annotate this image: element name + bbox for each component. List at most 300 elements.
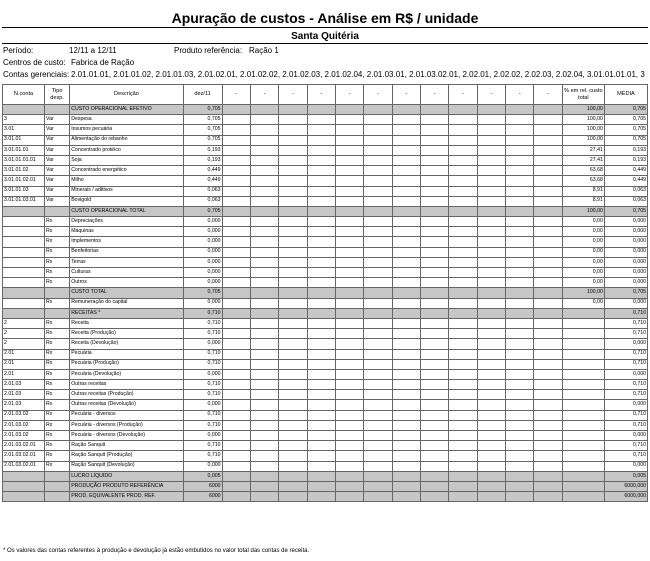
empty-period-cell — [335, 206, 363, 216]
value-cell: 0,705 — [183, 135, 222, 145]
empty-period-cell — [506, 166, 534, 176]
type-cell: Rx — [45, 420, 70, 430]
value-cell: 0,710 — [183, 420, 222, 430]
empty-period-cell — [222, 420, 250, 430]
empty-period-cell — [421, 461, 449, 471]
empty-period-cell — [449, 481, 477, 491]
empty-period-cell — [335, 268, 363, 278]
empty-period-cell — [364, 155, 392, 165]
description-cell: Insumos pecuária — [70, 125, 183, 135]
empty-period-cell — [279, 329, 307, 339]
empty-period-cell — [279, 206, 307, 216]
accounts-label: Contas gerenciais: — [3, 70, 70, 79]
empty-period-cell — [449, 400, 477, 410]
account-cell — [3, 206, 45, 216]
empty-period-cell — [279, 145, 307, 155]
empty-period-cell — [307, 441, 335, 451]
empty-period-cell — [364, 176, 392, 186]
average-cell: 0,705 — [604, 115, 647, 125]
empty-period-cell — [392, 492, 420, 502]
empty-period-cell — [506, 115, 534, 125]
empty-period-cell — [534, 206, 562, 216]
empty-period-cell — [506, 196, 534, 206]
description-cell: Culturas — [70, 268, 183, 278]
empty-period-cell — [421, 268, 449, 278]
empty-period-cell — [421, 471, 449, 481]
period-value: 12/11 a 12/11 — [69, 46, 117, 55]
empty-period-cell — [421, 115, 449, 125]
type-cell: Rx — [45, 431, 70, 441]
type-cell: Var — [45, 115, 70, 125]
account-cell — [3, 471, 45, 481]
empty-period-cell — [307, 155, 335, 165]
empty-period-cell — [307, 471, 335, 481]
empty-period-cell — [250, 380, 278, 390]
empty-period-cell — [534, 359, 562, 369]
average-cell: 0,710 — [604, 390, 647, 400]
empty-period-cell — [250, 206, 278, 216]
description-cell: PROD. EQUIVALENTE PROD. REF. — [70, 492, 183, 502]
empty-period-cell — [250, 481, 278, 491]
column-header: % em rel. custo total — [562, 85, 604, 105]
empty-period-cell — [477, 257, 505, 267]
table-row — [3, 257, 648, 267]
percent-cell: 8,91 — [562, 186, 604, 196]
empty-period-cell — [421, 288, 449, 298]
empty-period-cell — [449, 308, 477, 318]
empty-period-cell — [222, 492, 250, 502]
empty-period-cell — [392, 481, 420, 491]
empty-period-cell — [307, 390, 335, 400]
percent-cell: 0,00 — [562, 217, 604, 227]
empty-period-cell — [222, 410, 250, 420]
empty-period-cell — [392, 278, 420, 288]
empty-period-cell — [364, 206, 392, 216]
empty-period-cell — [364, 431, 392, 441]
empty-period-cell — [534, 390, 562, 400]
account-cell: 2.01.03.02.01 — [3, 441, 45, 451]
empty-period-cell — [449, 125, 477, 135]
empty-period-cell — [307, 298, 335, 308]
empty-period-cell — [250, 145, 278, 155]
empty-period-cell — [279, 278, 307, 288]
account-cell: 2.01.03.02.01 — [3, 451, 45, 461]
value-cell: 0,063 — [183, 196, 222, 206]
empty-period-cell — [364, 451, 392, 461]
table-row — [3, 471, 648, 481]
type-cell: Var — [45, 176, 70, 186]
empty-period-cell — [506, 400, 534, 410]
empty-period-cell — [477, 451, 505, 461]
type-cell: Rx — [45, 227, 70, 237]
empty-period-cell — [364, 308, 392, 318]
account-cell: 2.01 — [3, 359, 45, 369]
value-cell: 0,000 — [183, 278, 222, 288]
empty-period-cell — [222, 359, 250, 369]
percent-cell — [562, 461, 604, 471]
empty-period-cell — [534, 288, 562, 298]
value-cell: 0,000 — [183, 461, 222, 471]
empty-period-cell — [307, 410, 335, 420]
average-cell: 0,000 — [604, 298, 647, 308]
empty-period-cell — [449, 145, 477, 155]
percent-cell: 100,00 — [562, 206, 604, 216]
type-cell — [45, 481, 70, 491]
empty-period-cell — [307, 481, 335, 491]
empty-period-cell — [449, 318, 477, 328]
empty-period-cell — [364, 115, 392, 125]
empty-period-cell — [250, 135, 278, 145]
table-row — [3, 247, 648, 257]
empty-period-cell — [392, 318, 420, 328]
empty-period-cell — [506, 176, 534, 186]
empty-period-cell — [449, 278, 477, 288]
account-cell — [3, 288, 45, 298]
empty-period-cell — [506, 186, 534, 196]
value-cell: 0,710 — [183, 410, 222, 420]
empty-period-cell — [449, 237, 477, 247]
empty-period-cell — [477, 125, 505, 135]
empty-period-cell — [364, 217, 392, 227]
empty-period-cell — [449, 217, 477, 227]
empty-period-cell — [279, 268, 307, 278]
table-row — [3, 451, 648, 461]
empty-period-cell — [392, 420, 420, 430]
type-cell: Rx — [45, 359, 70, 369]
type-cell: Rx — [45, 339, 70, 349]
empty-period-cell — [307, 278, 335, 288]
empty-period-cell — [279, 481, 307, 491]
empty-period-cell — [307, 206, 335, 216]
empty-period-cell — [477, 400, 505, 410]
empty-period-cell — [335, 369, 363, 379]
account-cell — [3, 481, 45, 491]
table-row — [3, 268, 648, 278]
value-cell: 0,710 — [183, 441, 222, 451]
empty-period-cell — [222, 298, 250, 308]
empty-period-cell — [335, 481, 363, 491]
column-header: - — [250, 85, 278, 105]
description-cell: Remuneração do capital — [70, 298, 183, 308]
description-cell: Outros — [70, 278, 183, 288]
empty-period-cell — [421, 400, 449, 410]
empty-period-cell — [364, 288, 392, 298]
table-row — [3, 298, 648, 308]
cost-center-line — [3, 58, 134, 68]
table-row — [3, 349, 648, 359]
empty-period-cell — [506, 451, 534, 461]
type-cell: Rx — [45, 237, 70, 247]
description-cell: Alimentação do rebanho — [70, 135, 183, 145]
report-title: Apuração de custos - Análise em R$ / unidade — [171, 10, 479, 26]
table-row — [3, 115, 648, 125]
description-cell: Pecuária - diversos — [70, 410, 183, 420]
column-header: - — [534, 85, 562, 105]
empty-period-cell — [477, 431, 505, 441]
empty-period-cell — [421, 308, 449, 318]
empty-period-cell — [222, 176, 250, 186]
subtitle-divider — [2, 43, 648, 44]
empty-period-cell — [534, 400, 562, 410]
empty-period-cell — [364, 329, 392, 339]
empty-period-cell — [421, 349, 449, 359]
average-cell: 6000,000 — [604, 492, 647, 502]
cost-center-label: Centros de custo: — [3, 58, 66, 67]
empty-period-cell — [477, 217, 505, 227]
empty-period-cell — [335, 288, 363, 298]
empty-period-cell — [335, 420, 363, 430]
percent-cell: 100,00 — [562, 288, 604, 298]
type-cell — [45, 471, 70, 481]
type-cell: Rx — [45, 410, 70, 420]
account-cell: 3.01.01.01 — [3, 145, 45, 155]
empty-period-cell — [335, 390, 363, 400]
empty-period-cell — [534, 115, 562, 125]
description-cell: Outras receitas (Devolução) — [70, 400, 183, 410]
empty-period-cell — [222, 400, 250, 410]
empty-period-cell — [335, 451, 363, 461]
empty-period-cell — [449, 166, 477, 176]
empty-period-cell — [421, 318, 449, 328]
empty-period-cell — [477, 461, 505, 471]
empty-period-cell — [392, 155, 420, 165]
account-cell — [3, 298, 45, 308]
type-cell: Rx — [45, 247, 70, 257]
type-cell: Rx — [45, 451, 70, 461]
account-cell — [3, 237, 45, 247]
empty-period-cell — [307, 349, 335, 359]
accounts-line — [3, 70, 645, 80]
empty-period-cell — [534, 217, 562, 227]
empty-period-cell — [307, 257, 335, 267]
percent-cell: 100,00 — [562, 115, 604, 125]
percent-cell — [562, 308, 604, 318]
empty-period-cell — [250, 492, 278, 502]
empty-period-cell — [364, 318, 392, 328]
percent-cell — [562, 400, 604, 410]
empty-period-cell — [222, 390, 250, 400]
empty-period-cell — [421, 145, 449, 155]
cost-table — [2, 84, 648, 502]
empty-period-cell — [506, 420, 534, 430]
average-cell: 0,710 — [604, 308, 647, 318]
description-cell: Outras receitas — [70, 380, 183, 390]
empty-period-cell — [222, 227, 250, 237]
empty-period-cell — [250, 105, 278, 115]
empty-period-cell — [279, 441, 307, 451]
empty-period-cell — [449, 105, 477, 115]
empty-period-cell — [477, 420, 505, 430]
empty-period-cell — [335, 359, 363, 369]
account-cell: 3.01 — [3, 125, 45, 135]
empty-period-cell — [477, 349, 505, 359]
empty-period-cell — [222, 217, 250, 227]
empty-period-cell — [392, 329, 420, 339]
empty-period-cell — [279, 390, 307, 400]
empty-period-cell — [477, 115, 505, 125]
value-cell: 0,710 — [183, 390, 222, 400]
empty-period-cell — [421, 166, 449, 176]
empty-period-cell — [421, 380, 449, 390]
table-row — [3, 318, 648, 328]
empty-period-cell — [477, 155, 505, 165]
table-row — [3, 105, 648, 115]
empty-period-cell — [477, 441, 505, 451]
empty-period-cell — [335, 400, 363, 410]
empty-period-cell — [506, 339, 534, 349]
empty-period-cell — [477, 380, 505, 390]
value-cell: 0,000 — [183, 217, 222, 227]
empty-period-cell — [222, 451, 250, 461]
empty-period-cell — [335, 380, 363, 390]
description-cell: Pecuária - diversos (Devolução) — [70, 431, 183, 441]
empty-period-cell — [534, 135, 562, 145]
type-cell: Var — [45, 155, 70, 165]
empty-period-cell — [421, 196, 449, 206]
empty-period-cell — [421, 217, 449, 227]
empty-period-cell — [534, 339, 562, 349]
column-header: - — [392, 85, 420, 105]
account-cell: 2.01.03.02 — [3, 431, 45, 441]
empty-period-cell — [279, 420, 307, 430]
empty-period-cell — [477, 206, 505, 216]
empty-period-cell — [421, 420, 449, 430]
period-label: Período: — [3, 46, 34, 55]
account-cell: 2 — [3, 318, 45, 328]
value-cell: 0,710 — [183, 318, 222, 328]
table-row — [3, 380, 648, 390]
empty-period-cell — [392, 257, 420, 267]
empty-period-cell — [449, 206, 477, 216]
average-cell: 0,000 — [604, 268, 647, 278]
average-cell: 0,710 — [604, 318, 647, 328]
empty-period-cell — [364, 339, 392, 349]
account-cell — [3, 492, 45, 502]
empty-period-cell — [534, 186, 562, 196]
percent-cell — [562, 380, 604, 390]
empty-period-cell — [449, 135, 477, 145]
empty-period-cell — [534, 349, 562, 359]
empty-period-cell — [250, 359, 278, 369]
value-cell: 0,705 — [183, 105, 222, 115]
value-cell: 0,063 — [183, 186, 222, 196]
description-cell: Implementos — [70, 237, 183, 247]
type-cell: Var — [45, 196, 70, 206]
empty-period-cell — [506, 461, 534, 471]
table-row — [3, 125, 648, 135]
empty-period-cell — [421, 278, 449, 288]
empty-period-cell — [250, 176, 278, 186]
empty-period-cell — [506, 441, 534, 451]
empty-period-cell — [506, 288, 534, 298]
empty-period-cell — [449, 115, 477, 125]
average-cell: 0,000 — [604, 431, 647, 441]
empty-period-cell — [250, 247, 278, 257]
empty-period-cell — [279, 257, 307, 267]
empty-period-cell — [477, 176, 505, 186]
empty-period-cell — [364, 410, 392, 420]
percent-cell: 0,00 — [562, 257, 604, 267]
table-row — [3, 400, 648, 410]
empty-period-cell — [250, 217, 278, 227]
empty-period-cell — [392, 145, 420, 155]
empty-period-cell — [392, 400, 420, 410]
empty-period-cell — [250, 349, 278, 359]
description-cell: LUCRO LÍQUIDO — [70, 471, 183, 481]
account-cell: 2.01.03 — [3, 400, 45, 410]
column-header: - — [279, 85, 307, 105]
empty-period-cell — [449, 349, 477, 359]
empty-period-cell — [392, 247, 420, 257]
type-cell: Rx — [45, 441, 70, 451]
empty-period-cell — [250, 278, 278, 288]
empty-period-cell — [307, 135, 335, 145]
type-cell: Rx — [45, 329, 70, 339]
description-cell: Outras receitas (Produção) — [70, 390, 183, 400]
empty-period-cell — [335, 461, 363, 471]
empty-period-cell — [421, 206, 449, 216]
table-row — [3, 237, 648, 247]
empty-period-cell — [534, 329, 562, 339]
average-cell: 0,705 — [604, 288, 647, 298]
type-cell: Var — [45, 135, 70, 145]
empty-period-cell — [421, 125, 449, 135]
value-cell: 0,193 — [183, 155, 222, 165]
table-header-row — [3, 85, 648, 105]
empty-period-cell — [477, 369, 505, 379]
empty-period-cell — [477, 237, 505, 247]
empty-period-cell — [421, 155, 449, 165]
empty-period-cell — [392, 390, 420, 400]
empty-period-cell — [392, 125, 420, 135]
empty-period-cell — [307, 318, 335, 328]
empty-period-cell — [477, 481, 505, 491]
empty-period-cell — [222, 237, 250, 247]
empty-period-cell — [307, 339, 335, 349]
empty-period-cell — [449, 298, 477, 308]
empty-period-cell — [364, 268, 392, 278]
empty-period-cell — [335, 115, 363, 125]
empty-period-cell — [222, 471, 250, 481]
empty-period-cell — [534, 410, 562, 420]
empty-period-cell — [421, 135, 449, 145]
empty-period-cell — [364, 369, 392, 379]
empty-period-cell — [307, 105, 335, 115]
average-cell: 0,449 — [604, 176, 647, 186]
empty-period-cell — [392, 451, 420, 461]
type-cell: Rx — [45, 349, 70, 359]
empty-period-cell — [506, 298, 534, 308]
empty-period-cell — [222, 155, 250, 165]
description-cell: Soja — [70, 155, 183, 165]
empty-period-cell — [222, 369, 250, 379]
type-cell: Rx — [45, 390, 70, 400]
column-header: - — [307, 85, 335, 105]
empty-period-cell — [335, 186, 363, 196]
empty-period-cell — [279, 176, 307, 186]
type-cell: Var — [45, 186, 70, 196]
empty-period-cell — [222, 145, 250, 155]
empty-period-cell — [421, 339, 449, 349]
empty-period-cell — [364, 390, 392, 400]
average-cell: 0,000 — [604, 247, 647, 257]
empty-period-cell — [335, 145, 363, 155]
empty-period-cell — [506, 369, 534, 379]
empty-period-cell — [279, 492, 307, 502]
empty-period-cell — [250, 390, 278, 400]
percent-cell: 27,41 — [562, 145, 604, 155]
empty-period-cell — [335, 431, 363, 441]
